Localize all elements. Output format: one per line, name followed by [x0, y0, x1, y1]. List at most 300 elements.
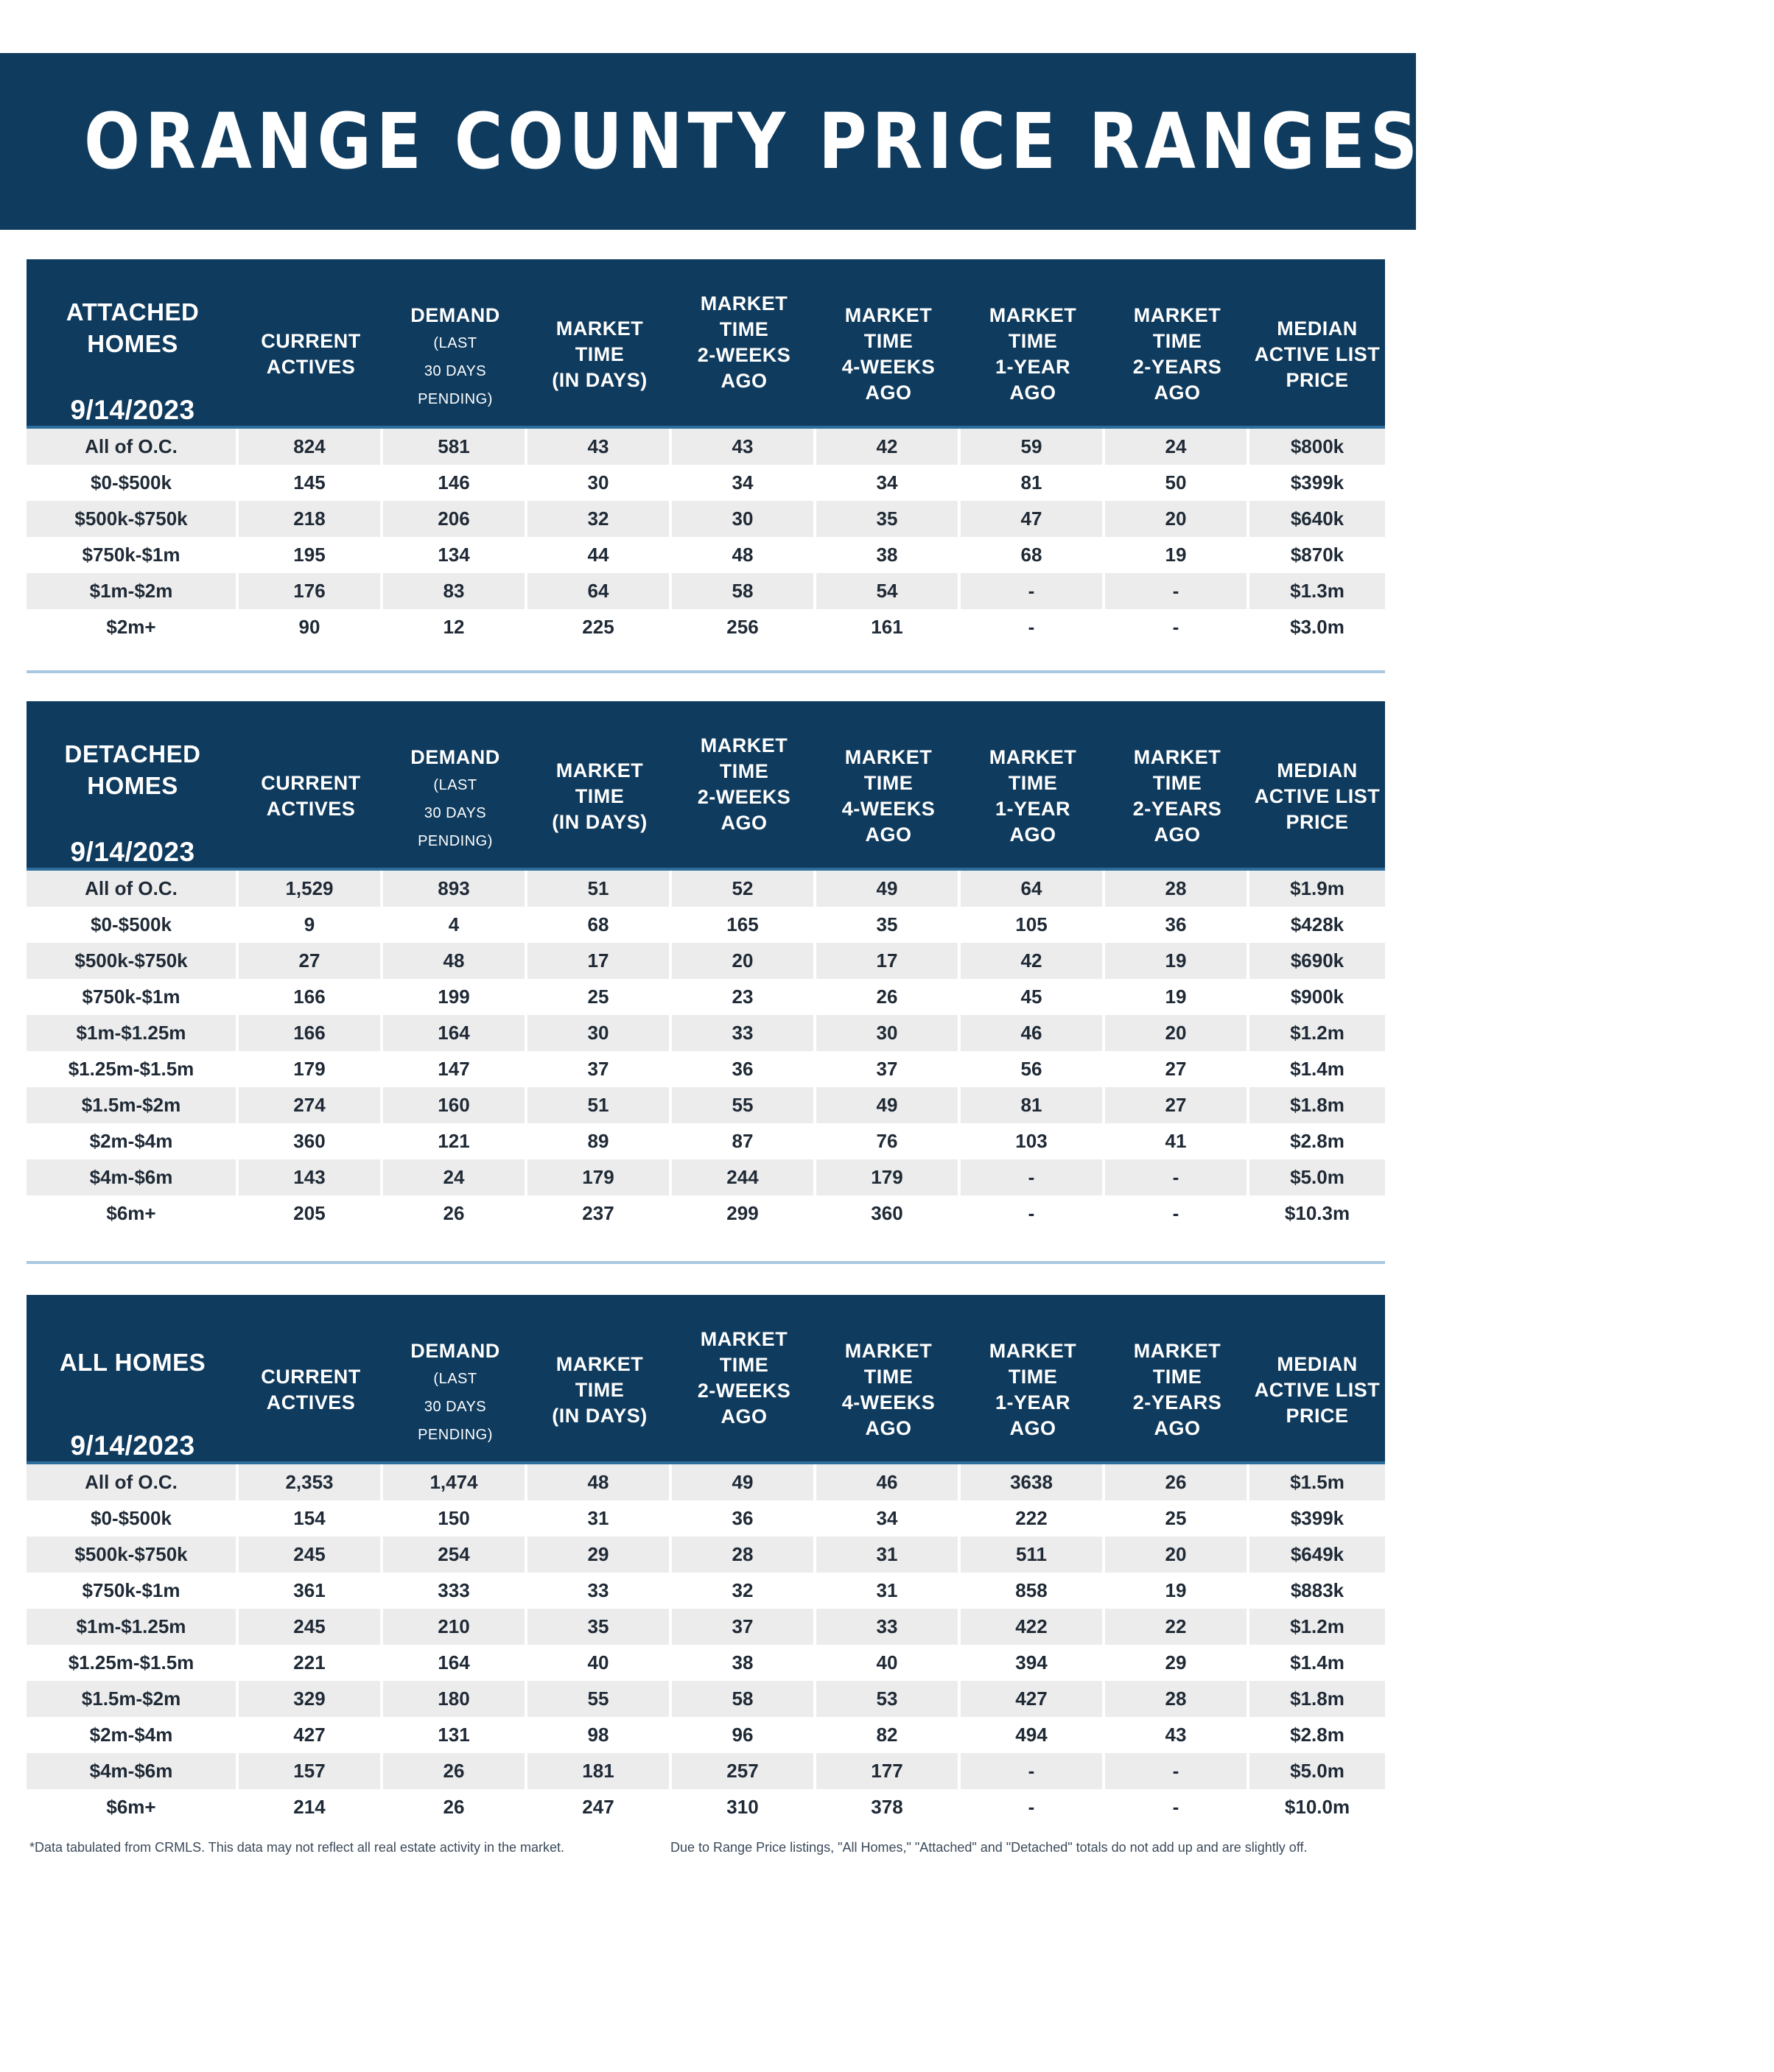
col-mt-4weeks-header-label-line: MARKET TIME — [844, 746, 933, 794]
value-cell: 206 — [383, 501, 527, 537]
col-mt-4weeks-header-label-line: 4-WEEKS — [841, 1391, 936, 1413]
col-mt-2weeks-header-label-line: MARKET — [700, 734, 788, 756]
value-cell: 422 — [961, 1609, 1105, 1645]
value-cell: 245 — [239, 1537, 383, 1573]
price-range-cell: $1.5m-$2m — [27, 1087, 239, 1123]
price-range-cell: $1.25m-$1.5m — [27, 1051, 239, 1087]
value-cell: 56 — [961, 1051, 1105, 1087]
col-market-time-header-label-line: MARKET TIME — [555, 317, 644, 365]
col-mt-1year-header-label-line: AGO — [1009, 382, 1056, 404]
col-median-price-header-text — [1255, 316, 1381, 393]
value-cell: 360 — [816, 1195, 961, 1232]
price-range-cell: $1m-$2m — [27, 573, 239, 609]
value-cell: 24 — [383, 1159, 527, 1195]
col-market-time-header-label-line: MARKET TIME — [555, 759, 644, 807]
col-mt-2years-header-label-line: 2-YEARS — [1132, 798, 1222, 820]
value-cell: 55 — [672, 1087, 816, 1123]
value-cell: 157 — [239, 1753, 383, 1789]
value-cell: 225 — [527, 609, 672, 645]
value-cell: 247 — [527, 1789, 672, 1825]
value-cell: 210 — [383, 1609, 527, 1645]
value-cell: $399k — [1249, 1500, 1385, 1537]
value-cell: 64 — [961, 871, 1105, 907]
col-mt-1year-header — [961, 1295, 1105, 1464]
col-market-time-header-label-line: (IN DAYS) — [552, 368, 648, 391]
demand-sub-label: 30 DAYS PENDING) — [418, 804, 493, 849]
value-cell: 20 — [1105, 1015, 1249, 1051]
col-market-time-header — [527, 259, 672, 429]
value-cell: 164 — [383, 1015, 527, 1051]
value-cell: 30 — [527, 1015, 672, 1051]
col-mt-1year-header-label-line: AGO — [1009, 1417, 1056, 1439]
section-date: 9/14/2023 — [70, 395, 195, 425]
value-cell: 40 — [816, 1645, 961, 1681]
value-cell: - — [961, 1753, 1105, 1789]
section-header-cell — [27, 701, 239, 871]
value-cell: $1.3m — [1249, 573, 1385, 609]
price-range-cell: $2m-$4m — [27, 1717, 239, 1753]
value-cell: 2,353 — [239, 1464, 383, 1500]
value-cell: 34 — [672, 465, 816, 501]
table-row — [27, 1681, 1385, 1717]
col-mt-4weeks-header-label-line: AGO — [865, 382, 912, 404]
value-cell: 68 — [961, 537, 1105, 573]
col-actives-header — [239, 259, 383, 429]
col-mt-2years-header-label — [1133, 304, 1222, 404]
value-cell: 68 — [527, 907, 672, 943]
value-cell: $5.0m — [1249, 1753, 1385, 1789]
col-actives-header-text — [261, 1364, 361, 1416]
value-cell: $1.8m — [1249, 1087, 1385, 1123]
value-cell: 30 — [816, 1015, 961, 1051]
value-cell: - — [1105, 573, 1249, 609]
col-mt-1year-header-label — [989, 304, 1077, 404]
table-row — [27, 1195, 1385, 1232]
report-banner — [0, 53, 1774, 230]
demand-label: DEMAND — [410, 745, 500, 768]
table-row — [27, 1123, 1385, 1159]
price-range-cell: $750k-$1m — [27, 537, 239, 573]
demand-sub-label: 30 DAYS PENDING) — [418, 1398, 493, 1443]
col-mt-2weeks-header-label-line: MARKET — [700, 292, 788, 315]
col-mt-1year-header-label-line: 1-YEAR — [995, 356, 1071, 378]
value-cell: 160 — [383, 1087, 527, 1123]
value-cell: 199 — [383, 979, 527, 1015]
col-actives-header-label-line: ACTIVES — [266, 356, 356, 378]
col-mt-2years-header-label-line: MARKET TIME — [1133, 304, 1221, 352]
detached-homes-section — [27, 701, 1385, 1232]
value-cell: 26 — [816, 979, 961, 1015]
col-demand-header — [383, 1295, 527, 1464]
col-mt-4weeks-header-label-line: 4-WEEKS — [841, 798, 936, 820]
value-cell: 28 — [1105, 1681, 1249, 1717]
value-cell: 12 — [383, 609, 527, 645]
value-cell: 96 — [672, 1717, 816, 1753]
table-row — [27, 1609, 1385, 1645]
value-cell: 49 — [672, 1464, 816, 1500]
header-row — [27, 1295, 1385, 1464]
table-row — [27, 429, 1385, 465]
price-range-cell: $6m+ — [27, 1195, 239, 1232]
value-cell: - — [1105, 1159, 1249, 1195]
value-cell: 49 — [816, 1087, 961, 1123]
col-mt-2years-header-label-line: 2-YEARS — [1132, 356, 1222, 378]
col-median-price-header-label — [1255, 759, 1381, 833]
value-cell: 195 — [239, 537, 383, 573]
table-row — [27, 1464, 1385, 1500]
value-cell: 27 — [1105, 1087, 1249, 1123]
demand-label: DEMAND — [410, 303, 500, 326]
section-divider — [27, 1261, 1385, 1264]
value-cell: 45 — [961, 979, 1105, 1015]
value-cell: 35 — [816, 907, 961, 943]
price-range-cell: $6m+ — [27, 1789, 239, 1825]
price-range-cell: $1m-$1.25m — [27, 1609, 239, 1645]
value-cell: 19 — [1105, 979, 1249, 1015]
value-cell: 24 — [1105, 429, 1249, 465]
value-cell: 36 — [672, 1051, 816, 1087]
price-range-cell: $4m-$6m — [27, 1753, 239, 1789]
value-cell: 25 — [527, 979, 672, 1015]
value-cell: 43 — [527, 429, 672, 465]
value-cell: 48 — [672, 537, 816, 573]
value-cell: $1.5m — [1249, 1464, 1385, 1500]
col-median-price-header — [1249, 1295, 1385, 1464]
attached-table — [27, 259, 1385, 645]
table-row — [27, 979, 1385, 1015]
value-cell: - — [961, 609, 1105, 645]
value-cell: 19 — [1105, 1573, 1249, 1609]
section-header-cell — [27, 259, 239, 429]
value-cell: 494 — [961, 1717, 1105, 1753]
section-header-cell — [27, 1295, 239, 1464]
col-mt-2weeks-header-label-line: AGO — [721, 1405, 768, 1427]
col-mt-1year-header-text — [964, 303, 1102, 406]
col-actives-header — [239, 1295, 383, 1464]
col-median-price-header-label-line: PRICE — [1286, 368, 1349, 391]
value-cell: 1,474 — [383, 1464, 527, 1500]
value-cell: 47 — [961, 501, 1105, 537]
price-range-cell: $1m-$1.25m — [27, 1015, 239, 1051]
value-cell: 333 — [383, 1573, 527, 1609]
col-mt-2weeks-header-label-line: TIME — [719, 1354, 769, 1376]
value-cell: 41 — [1105, 1123, 1249, 1159]
col-actives-header-text — [261, 329, 361, 380]
col-mt-4weeks-header-label-line: MARKET TIME — [844, 304, 933, 352]
col-market-time-header-label — [552, 1353, 648, 1427]
value-cell: 121 — [383, 1123, 527, 1159]
value-cell: 146 — [383, 465, 527, 501]
col-actives-header-label-line: ACTIVES — [266, 1391, 356, 1413]
value-cell: 205 — [239, 1195, 383, 1232]
value-cell: 26 — [383, 1789, 527, 1825]
value-cell: 164 — [383, 1645, 527, 1681]
value-cell: - — [961, 573, 1105, 609]
col-median-price-header-label — [1255, 1353, 1381, 1427]
col-market-time-header-label-line: (IN DAYS) — [552, 1404, 648, 1427]
price-range-cell: $500k-$750k — [27, 501, 239, 537]
value-cell: 34 — [816, 1500, 961, 1537]
price-range-cell: $0-$500k — [27, 1500, 239, 1537]
section-label-text — [65, 740, 201, 799]
col-mt-2weeks-header — [672, 701, 816, 871]
price-range-cell: All of O.C. — [27, 429, 239, 465]
value-cell: 145 — [239, 465, 383, 501]
value-cell: 87 — [672, 1123, 816, 1159]
table-row — [27, 1645, 1385, 1681]
col-mt-4weeks-header — [816, 701, 961, 871]
col-mt-2weeks-header-text — [698, 733, 791, 836]
col-median-price-header-label-line: MEDIAN — [1277, 759, 1358, 782]
col-mt-2weeks-header-label — [698, 734, 791, 834]
value-cell: 581 — [383, 429, 527, 465]
col-demand-header — [383, 701, 527, 871]
table-row — [27, 573, 1385, 609]
col-mt-2years-header-text — [1108, 1338, 1247, 1441]
value-cell: 42 — [961, 943, 1105, 979]
value-cell: 25 — [1105, 1500, 1249, 1537]
price-range-cell: $500k-$750k — [27, 1537, 239, 1573]
demand-sub-label: (LAST — [433, 776, 477, 793]
value-cell: - — [961, 1195, 1105, 1232]
value-cell: 82 — [816, 1717, 961, 1753]
col-mt-2years-header-label-line: AGO — [1154, 1417, 1201, 1439]
section-header-block — [27, 1295, 239, 1461]
value-cell: 19 — [1105, 537, 1249, 573]
value-cell: 360 — [239, 1123, 383, 1159]
col-mt-4weeks-header-label — [842, 304, 936, 404]
value-cell: 64 — [527, 573, 672, 609]
value-cell: 131 — [383, 1717, 527, 1753]
col-mt-2years-header-label-line: MARKET TIME — [1133, 1340, 1221, 1388]
col-median-price-header-label-line: MEDIAN — [1277, 1352, 1358, 1375]
value-cell: 179 — [527, 1159, 672, 1195]
table-row — [27, 537, 1385, 573]
col-mt-2weeks-header-text — [698, 1327, 791, 1430]
section-label — [27, 1346, 239, 1378]
all-table — [27, 1295, 1385, 1825]
col-mt-2years-header-label-line: MARKET TIME — [1133, 746, 1221, 794]
value-cell: 824 — [239, 429, 383, 465]
col-mt-2weeks-header-label-line: AGO — [721, 812, 768, 834]
col-market-time-header-label — [552, 317, 648, 391]
col-mt-4weeks-header — [816, 259, 961, 429]
value-cell: 53 — [816, 1681, 961, 1717]
col-mt-2weeks-header — [672, 1295, 816, 1464]
value-cell: 161 — [816, 609, 961, 645]
col-mt-2weeks-header-label-line: MARKET — [700, 1328, 788, 1350]
value-cell: 36 — [1105, 907, 1249, 943]
col-median-price-header-label-line: PRICE — [1286, 1404, 1349, 1427]
value-cell: 52 — [672, 871, 816, 907]
price-range-cell: $2m-$4m — [27, 1123, 239, 1159]
col-median-price-header-label — [1255, 317, 1381, 391]
value-cell: 50 — [1105, 465, 1249, 501]
value-cell: 38 — [816, 537, 961, 573]
value-cell: 35 — [527, 1609, 672, 1645]
col-actives-header-label — [261, 772, 361, 820]
value-cell: 48 — [527, 1464, 672, 1500]
value-cell: - — [1105, 1195, 1249, 1232]
col-demand-header-text — [386, 745, 525, 854]
value-cell: 237 — [527, 1195, 672, 1232]
footnote-range-disclaimer: Due to Range Price listings, "All Homes," "Attached" and "Detached" totals do not add up and are slightly off. — [670, 1840, 1308, 1855]
value-cell: 46 — [961, 1015, 1105, 1051]
section-label — [27, 738, 239, 801]
section-header-block — [27, 701, 239, 868]
col-actives-header-label-line: ACTIVES — [266, 798, 356, 820]
price-range-cell: All of O.C. — [27, 871, 239, 907]
col-median-price-header — [1249, 701, 1385, 871]
value-cell: $1.4m — [1249, 1051, 1385, 1087]
value-cell: 361 — [239, 1573, 383, 1609]
col-actives-header-label-line: CURRENT — [261, 330, 361, 352]
value-cell: 176 — [239, 573, 383, 609]
value-cell: 58 — [672, 573, 816, 609]
value-cell: 143 — [239, 1159, 383, 1195]
value-cell: 28 — [672, 1537, 816, 1573]
value-cell: - — [1105, 609, 1249, 645]
price-range-cell: All of O.C. — [27, 1464, 239, 1500]
value-cell: 31 — [816, 1573, 961, 1609]
value-cell: $1.4m — [1249, 1645, 1385, 1681]
value-cell: 29 — [1105, 1645, 1249, 1681]
col-actives-header-label — [261, 330, 361, 378]
value-cell: 40 — [527, 1645, 672, 1681]
price-range-cell: $1.25m-$1.5m — [27, 1645, 239, 1681]
value-cell: 9 — [239, 907, 383, 943]
table-row — [27, 1789, 1385, 1825]
col-mt-4weeks-header-label — [842, 1340, 936, 1439]
value-cell: - — [961, 1789, 1105, 1825]
col-mt-4weeks-header — [816, 1295, 961, 1464]
section-label-text-line: DETACHED — [64, 740, 201, 768]
table-row — [27, 1753, 1385, 1789]
col-mt-4weeks-header-text — [819, 745, 958, 848]
demand-label: DEMAND — [410, 1339, 500, 1362]
col-median-price-header-label-line: ACTIVE LIST — [1254, 1378, 1381, 1401]
value-cell: 55 — [527, 1681, 672, 1717]
value-cell: 76 — [816, 1123, 961, 1159]
value-cell: $2.8m — [1249, 1717, 1385, 1753]
table-row — [27, 1573, 1385, 1609]
col-mt-1year-header-text — [964, 745, 1102, 848]
table-row — [27, 609, 1385, 645]
value-cell: 38 — [672, 1645, 816, 1681]
value-cell: $399k — [1249, 465, 1385, 501]
table-row — [27, 871, 1385, 907]
value-cell: - — [1105, 1789, 1249, 1825]
value-cell: 90 — [239, 609, 383, 645]
value-cell: 427 — [239, 1717, 383, 1753]
value-cell: 58 — [672, 1681, 816, 1717]
col-market-time-header-text — [530, 316, 669, 393]
demand-sub-label: (LAST — [433, 334, 477, 351]
value-cell: 48 — [383, 943, 527, 979]
col-mt-2years-header-text — [1108, 745, 1247, 848]
col-median-price-header — [1249, 259, 1385, 429]
value-cell: 20 — [672, 943, 816, 979]
col-demand-header — [383, 259, 527, 429]
price-range-cell: $2m+ — [27, 609, 239, 645]
value-cell: $1.2m — [1249, 1609, 1385, 1645]
col-mt-1year-header-label-line: AGO — [1009, 823, 1056, 846]
value-cell: $10.0m — [1249, 1789, 1385, 1825]
value-cell: 37 — [672, 1609, 816, 1645]
value-cell: 858 — [961, 1573, 1105, 1609]
value-cell: 4 — [383, 907, 527, 943]
col-mt-2years-header-label-line: AGO — [1154, 382, 1201, 404]
section-label-text-line: HOMES — [87, 330, 178, 357]
value-cell: 222 — [961, 1500, 1105, 1537]
value-cell: $800k — [1249, 429, 1385, 465]
col-mt-2weeks-header-label-line: 2-WEEKS — [697, 344, 791, 366]
col-actives-header-label — [261, 1366, 361, 1413]
col-market-time-header — [527, 701, 672, 871]
value-cell: 329 — [239, 1681, 383, 1717]
value-cell: 180 — [383, 1681, 527, 1717]
table-row — [27, 1087, 1385, 1123]
value-cell: 32 — [527, 501, 672, 537]
col-market-time-header-label-line: (IN DAYS) — [552, 810, 648, 833]
value-cell: 150 — [383, 1500, 527, 1537]
value-cell: 427 — [961, 1681, 1105, 1717]
value-cell: 51 — [527, 871, 672, 907]
value-cell: 299 — [672, 1195, 816, 1232]
table-row — [27, 1159, 1385, 1195]
col-mt-1year-header-label-line: MARKET TIME — [989, 746, 1077, 794]
value-cell: 46 — [816, 1464, 961, 1500]
table-row — [27, 1717, 1385, 1753]
col-mt-4weeks-header-text — [819, 1338, 958, 1441]
value-cell: $900k — [1249, 979, 1385, 1015]
col-mt-2years-header-label-line: 2-YEARS — [1132, 1391, 1222, 1413]
section-divider — [27, 670, 1385, 673]
col-mt-2weeks-header-text — [698, 291, 791, 394]
col-mt-2weeks-header-label-line: TIME — [719, 760, 769, 782]
value-cell: 33 — [672, 1015, 816, 1051]
value-cell: $428k — [1249, 907, 1385, 943]
col-mt-2weeks-header-label-line: 2-WEEKS — [697, 1380, 791, 1402]
col-mt-4weeks-header-label-line: AGO — [865, 823, 912, 846]
table-row — [27, 501, 1385, 537]
col-mt-1year-header-text — [964, 1338, 1102, 1441]
section-label — [27, 296, 239, 359]
col-mt-2years-header-label — [1133, 1340, 1222, 1439]
col-mt-2weeks-header — [672, 259, 816, 429]
value-cell: 218 — [239, 501, 383, 537]
value-cell: 893 — [383, 871, 527, 907]
value-cell: - — [1105, 1753, 1249, 1789]
value-cell: 29 — [527, 1537, 672, 1573]
price-range-cell: $750k-$1m — [27, 1573, 239, 1609]
value-cell: 134 — [383, 537, 527, 573]
value-cell: 33 — [527, 1573, 672, 1609]
col-mt-4weeks-header-label — [842, 746, 936, 846]
value-cell: 32 — [672, 1573, 816, 1609]
col-actives-header — [239, 701, 383, 871]
table-row — [27, 943, 1385, 979]
col-demand-header-text — [386, 303, 525, 412]
value-cell: 166 — [239, 979, 383, 1015]
footnote-data-source: *Data tabulated from CRMLS. This data may not reflect all real estate activity in the market. — [29, 1840, 564, 1855]
col-mt-2weeks-header-label-line: 2-WEEKS — [697, 786, 791, 808]
value-cell: 43 — [1105, 1717, 1249, 1753]
value-cell: 98 — [527, 1717, 672, 1753]
demand-sub-label: (LAST — [433, 1370, 477, 1387]
value-cell: $649k — [1249, 1537, 1385, 1573]
value-cell: 35 — [816, 501, 961, 537]
